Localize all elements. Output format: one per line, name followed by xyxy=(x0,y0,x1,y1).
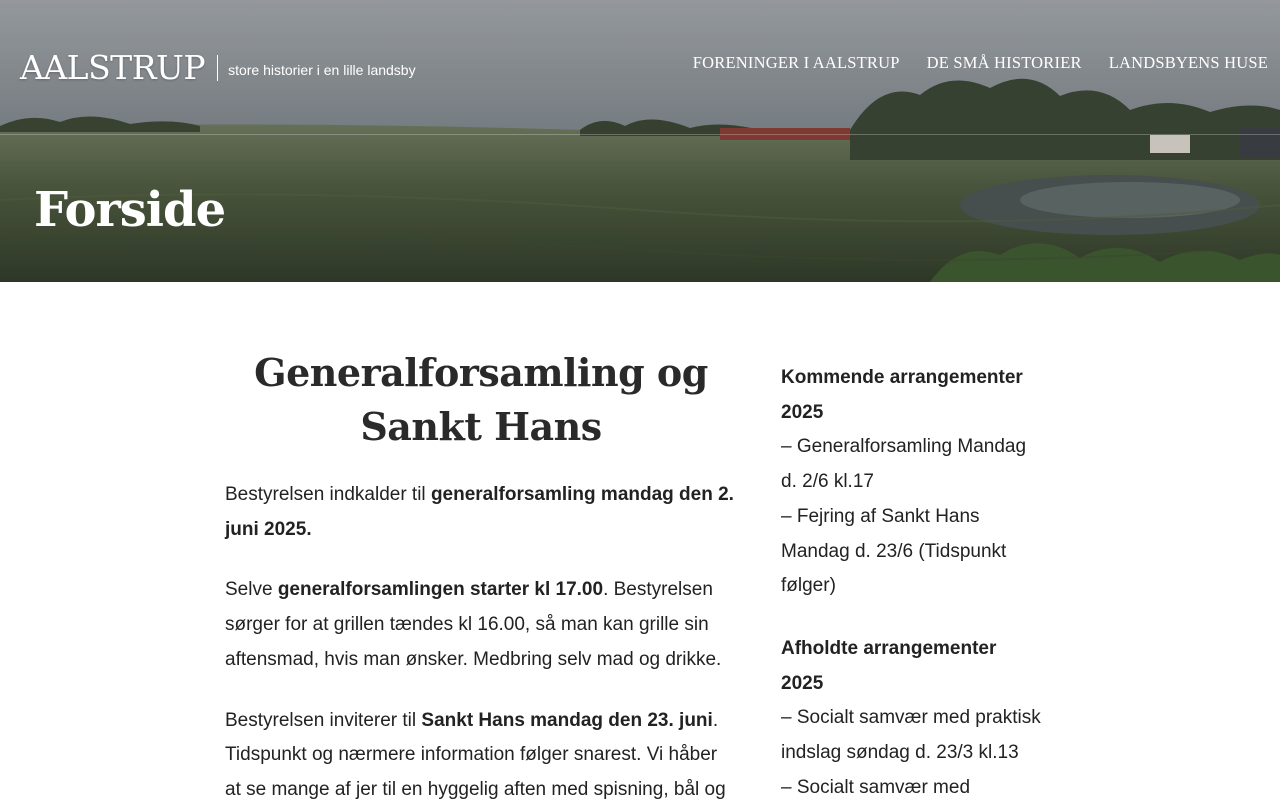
nav-item-huse[interactable]: LANDSBYENS HUSE xyxy=(1108,53,1268,72)
site-title-link[interactable]: AALSTRUP xyxy=(20,48,206,87)
past-event-item: – Socialt samvær med praktisk indslag søndag d. 23/3 kl.13 xyxy=(781,707,1041,764)
site-tagline: store historier i en lille landsby xyxy=(228,62,416,78)
upcoming-event-item: – Fejring af Sankt Hans Mandag d. 23/6 (Tidspunkt følger) xyxy=(781,505,1007,597)
past-event-item: – Socialt samvær med xyxy=(781,776,971,798)
site-branding xyxy=(20,48,416,88)
paragraph-bold-text: generalforsamling mandag den 2. juni 2025. xyxy=(225,484,734,540)
paragraph-text: Selve xyxy=(225,579,278,601)
paragraph-text: . Tidspunkt og nærmere information følger snarest. Vi håber at se mange af jer til en hyggelig aften med spisning, bål og xyxy=(225,709,726,800)
nav-item-foreninger[interactable]: FORENINGER I AALSTRUP xyxy=(692,53,900,72)
paragraph-text: . Bestyrelsen sørger for at grillen tændes kl 16.00, så man kan grille sin aftensmad, hvis man ønsker. Medbring selv mad og drikke. xyxy=(225,579,722,670)
paragraph-bold-text: Sankt Hans mandag den 23. juni xyxy=(421,709,713,731)
paragraph-text: Bestyrelsen inviterer til xyxy=(225,709,422,731)
main-navigation xyxy=(693,52,1268,74)
past-events-widget xyxy=(781,632,1041,800)
hero-banner xyxy=(0,0,1280,282)
post-title: Generalforsamling og Sankt Hans xyxy=(254,350,708,449)
upcoming-events-heading: Kommende arrangementer 2025 xyxy=(781,367,1023,423)
page-title: Forside xyxy=(34,182,226,238)
header-divider xyxy=(0,134,1280,135)
post-paragraph-2 xyxy=(225,573,737,677)
post-paragraph-1 xyxy=(225,478,737,547)
upcoming-events-widget xyxy=(781,361,1041,604)
nav-item-historier[interactable]: DE SMÅ HISTORIER xyxy=(926,53,1082,72)
paragraph-text: Bestyrelsen indkalder til xyxy=(225,484,431,505)
past-events-heading: Afholdte arrangementer 2025 xyxy=(781,637,997,694)
paragraph-bold-text: generalforsamlingen starter kl 17.00 xyxy=(277,579,604,601)
post-article xyxy=(225,346,737,800)
upcoming-event-item: – Generalforsamling Mandag d. 2/6 kl.17 xyxy=(781,436,1027,493)
branding-separator xyxy=(217,55,218,81)
post-paragraph-3 xyxy=(225,704,737,800)
sidebar xyxy=(781,361,1041,800)
